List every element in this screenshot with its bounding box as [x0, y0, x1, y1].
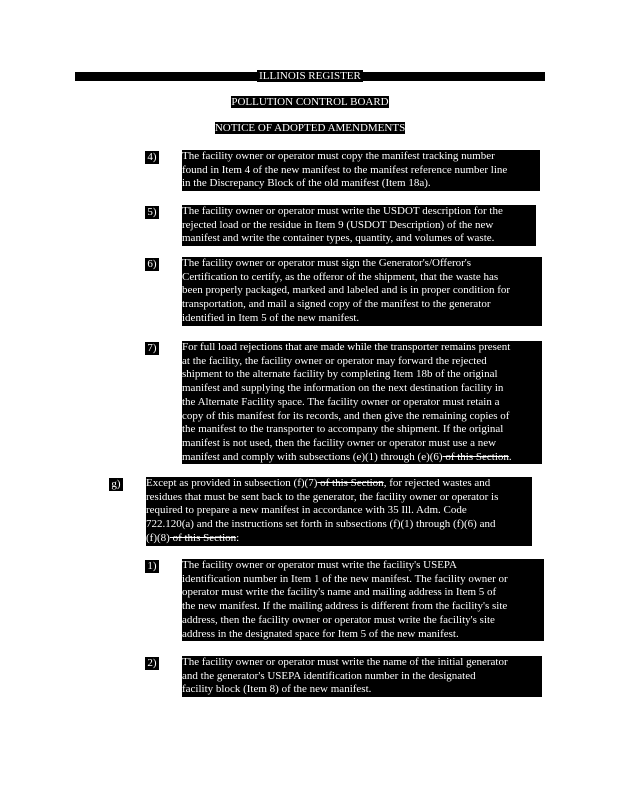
item-4-paragraph [182, 150, 540, 191]
text-line: 722.120(a) and the instructions set forth in subsections (f)(1) through (f)(6) and [146, 518, 496, 531]
text-line: address, then the facility owner or operator must write the facility's site [182, 613, 495, 626]
text-line: (f)(8) of this Section: [146, 531, 240, 544]
item-6-marker: 6) [145, 258, 159, 271]
text-line: required to prepare a new manifest in accordance with 35 Ill. Adm. Code [146, 504, 467, 517]
text-line: identified in Item 5 of the new manifest. [182, 311, 360, 324]
item-6-paragraph [182, 257, 542, 326]
text-line: facility block (Item 8) of the new manifest. [182, 683, 372, 696]
text-line: For full load rejections that are made while the transporter remains present [182, 341, 511, 353]
item-5-marker: 5) [145, 206, 159, 219]
section-g-marker: g) [109, 478, 123, 491]
text-line: manifest and write the container types, quantity, and volumes of waste. [182, 232, 495, 245]
text-line: manifest and supplying the information on the next destination facility in [182, 382, 504, 395]
text-line: at the facility, the facility owner or operator may forward the rejected [182, 354, 487, 367]
text-line: in the Discrepancy Block of the old manifest (Item 18a). [182, 177, 431, 190]
sub-item-1-paragraph [182, 559, 544, 641]
text-line: copy of this manifest for its records, and then give the remaining copies of [182, 409, 510, 422]
sub-item-2-marker: 2) [145, 657, 159, 670]
register-title: ILLINOIS REGISTER [259, 70, 361, 82]
text-line: and the generator's USEPA identification number in the designated [182, 669, 476, 682]
text-line: The facility owner or operator must sign the Generator's/Offeror's [182, 257, 472, 269]
section-g-paragraph [146, 477, 532, 546]
item-7-marker: 7) [145, 342, 159, 355]
text-line: manifest is not used, then the facility owner or operator must use a new [182, 436, 497, 449]
text-line: the manifest to the transporter to accompany the shipment. If the original [182, 423, 504, 436]
struck-text: of this Section [442, 450, 509, 463]
item-5-paragraph [182, 205, 536, 246]
item-4-marker: 4) [145, 151, 159, 164]
text-line: operator must write the facility's name and mailing address in Item 5 of [182, 586, 497, 599]
item-7-paragraph [182, 341, 542, 464]
text-line: The facility owner or operator must write the name of the initial generator [182, 656, 508, 668]
sub-item-1-marker: 1) [145, 560, 159, 573]
text-line: The facility owner or operator must copy the manifest tracking number [182, 150, 495, 162]
struck-text: of this Section [317, 477, 384, 489]
board-title: POLLUTION CONTROL BOARD [231, 96, 389, 108]
text-line: The facility owner or operator must write the USDOT description for the [182, 205, 503, 217]
text-line: the Alternate Facility space. The facility owner or operator must retain a [182, 395, 500, 408]
text-line: the new manifest. If the mailing address is different from the facility's site [182, 600, 508, 613]
notice-title: NOTICE OF ADOPTED AMENDMENTS [214, 122, 406, 134]
sub-item-2-paragraph [182, 656, 542, 697]
text-line: Certification to certify, as the offeror of the shipment, that the waste has [182, 270, 499, 283]
text-line: rejected load or the residue in Item 9 (USDOT Description) of the new [182, 218, 494, 231]
text-line: identification number in Item 1 of the new manifest. The facility owner or [182, 572, 508, 585]
struck-text: of this Section [169, 531, 237, 544]
text-line: shipment to the alternate facility by completing Item 18b of the original [182, 368, 498, 381]
text-line: manifest and comply with subsections (e)(1) through (e)(6) of this Section. [182, 450, 512, 463]
text-line: address in the designated space for Item 5 of the new manifest. [182, 627, 459, 640]
text-line: been properly packaged, marked and labeled and is in proper condition for [182, 284, 511, 297]
text-line: found in Item 4 of the new manifest to the manifest reference number line [182, 163, 508, 176]
text-line: residues that must be sent back to the generator, the facility owner or operator is [146, 490, 499, 503]
text-line: transportation, and mail a signed copy of the manifest to the generator [182, 298, 491, 311]
text-line: Except as provided in subsection (f)(7) of this Section, for rejected wastes and [146, 477, 491, 489]
text-line: The facility owner or operator must write the facility's USEPA [182, 559, 457, 571]
